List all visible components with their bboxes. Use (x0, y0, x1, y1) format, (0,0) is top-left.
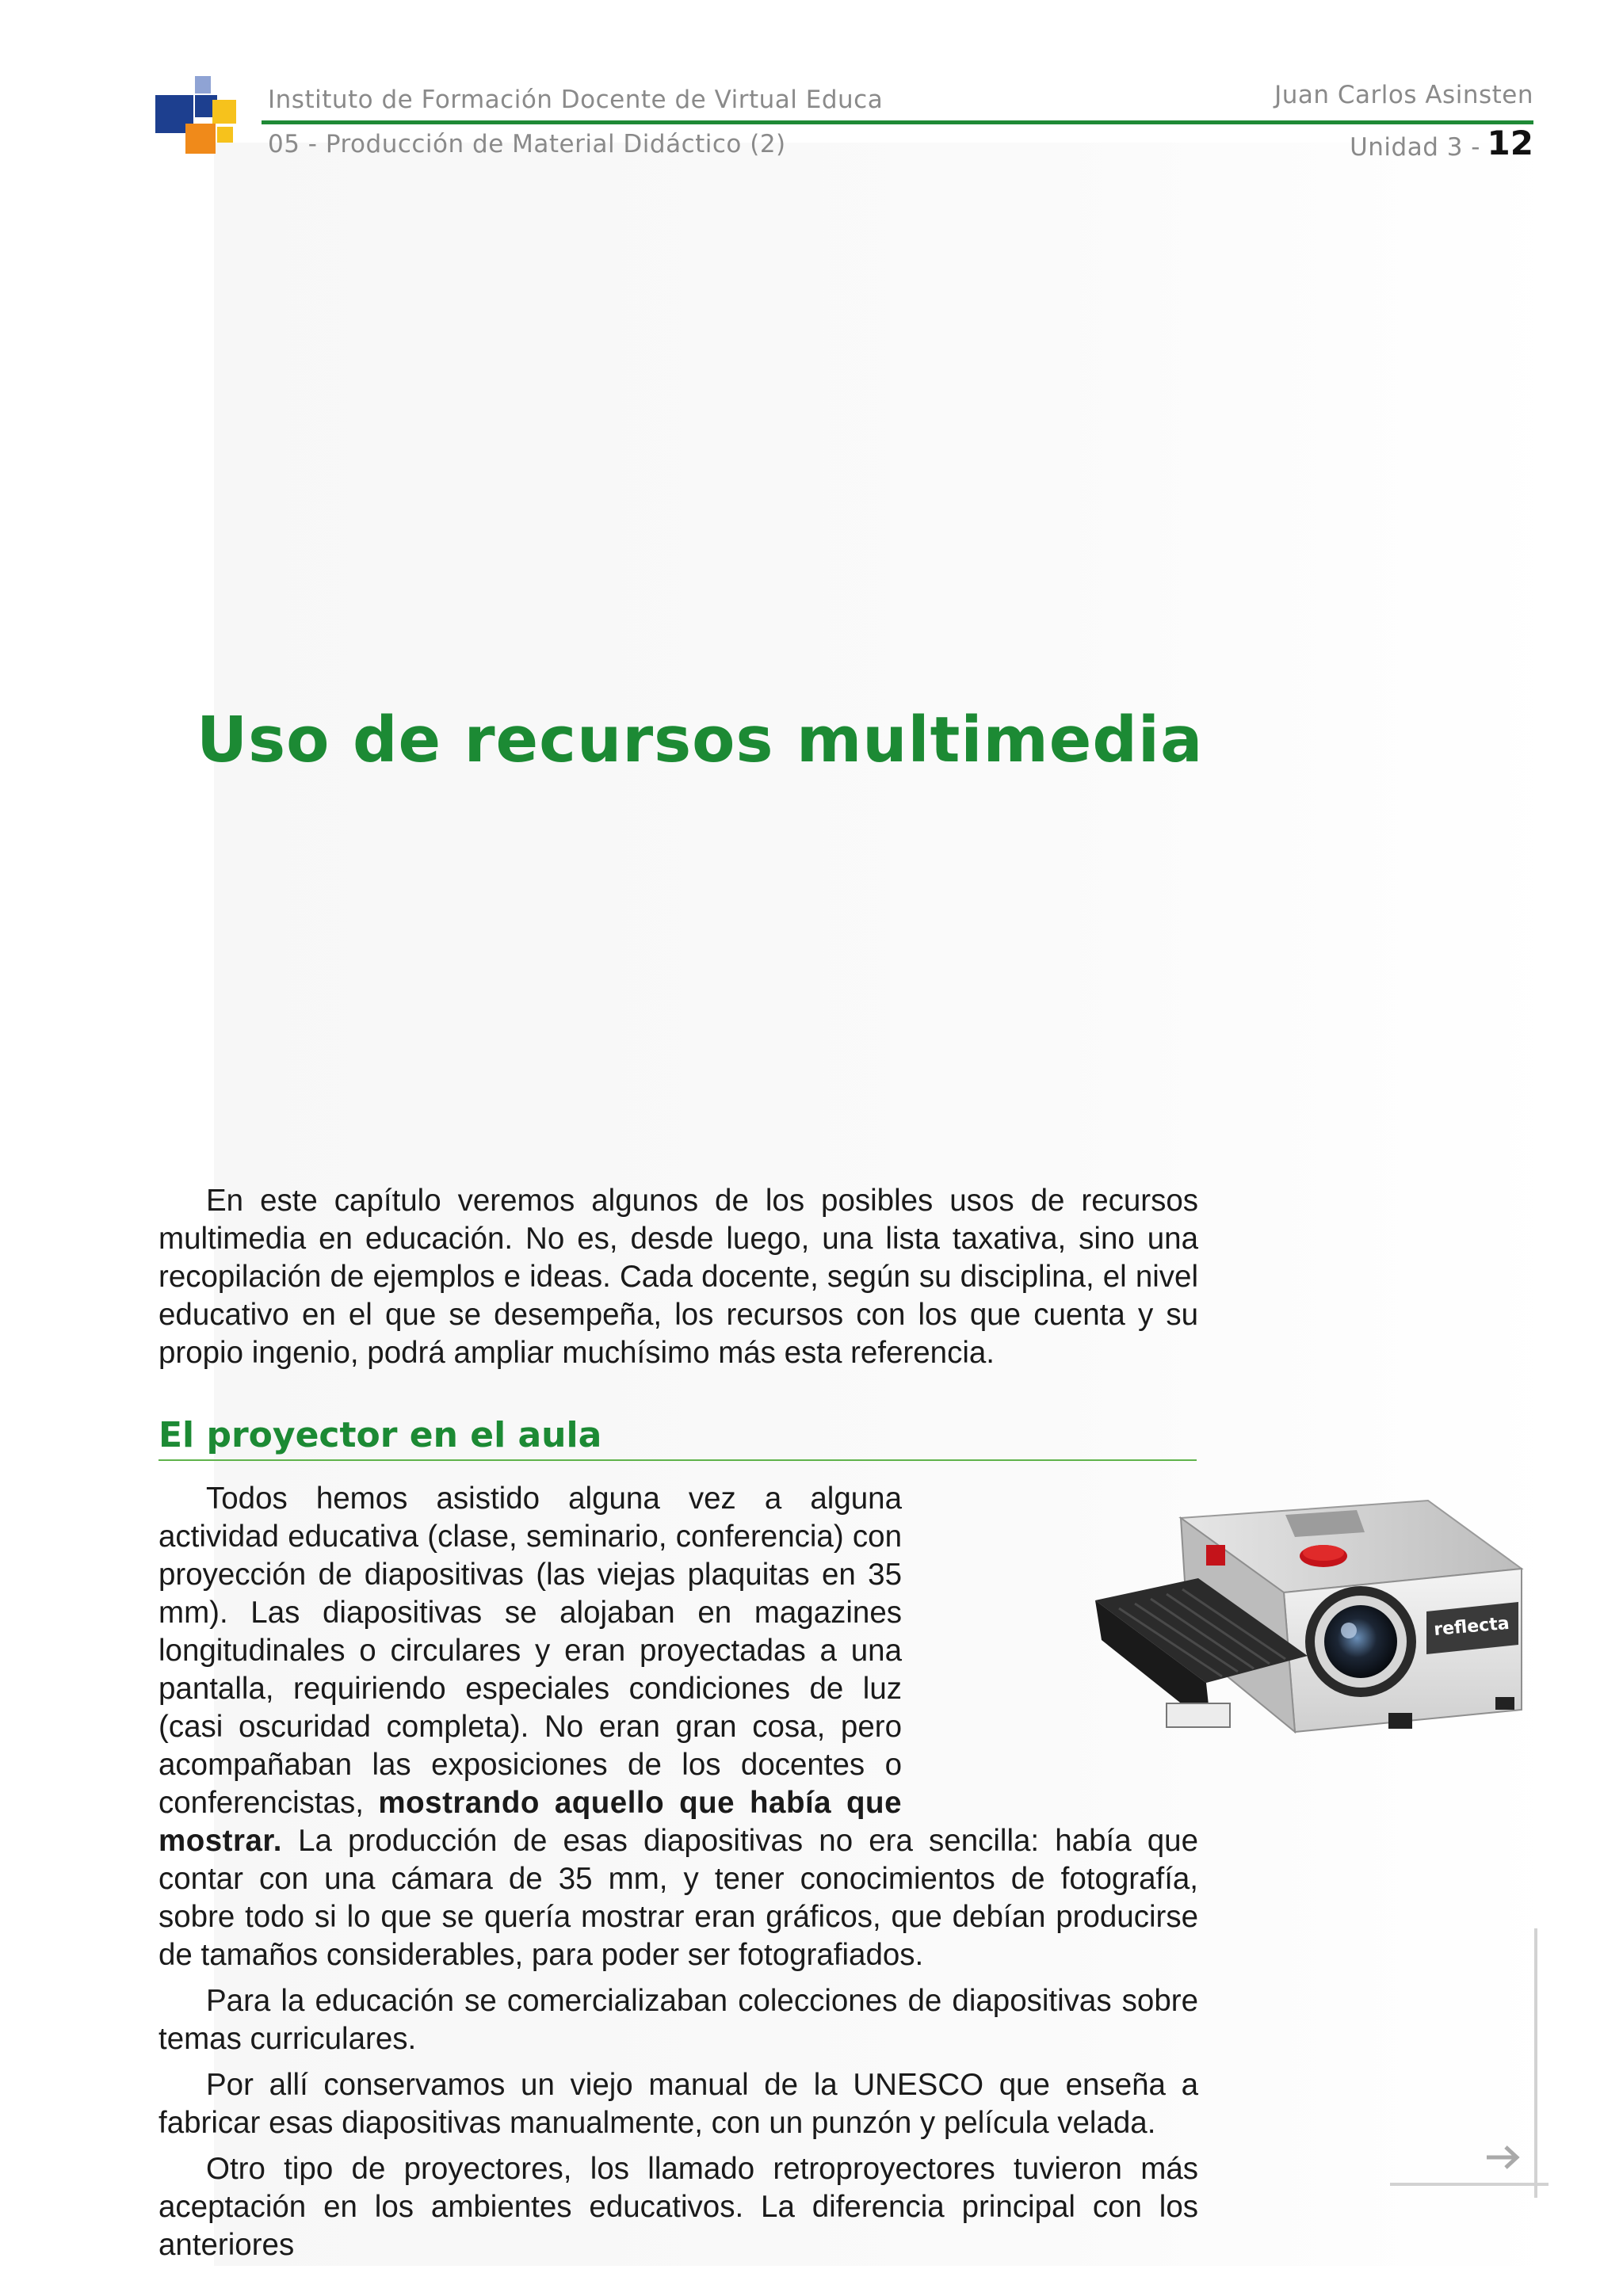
slide-projector-image (1087, 1489, 1531, 1775)
paragraph-1-end: La producción de esas diapositivas no era sencilla: había que contar con una cámara de 35 mm, y tener conocimientos de fotografía, sobre todo si lo que se quería mostrar eran gráficos, que debían producirse de tamaños considerables, para poder ser fotografiados. (158, 1824, 1198, 1972)
corner-horizontal-line (1390, 2183, 1549, 2186)
section-heading: El proyector en el aula (158, 1415, 602, 1455)
paragraph-3: Por allí conservamos un viejo manual de la UNESCO que enseña a fabricar esas diapositivas manualmente, con un punzón y película velada. (158, 2068, 1198, 2140)
page-number: 12 (1487, 124, 1533, 162)
institution-name: Instituto de Formación Docente de Virtual Educa (268, 86, 884, 114)
unit-label: Unidad 3 - (1350, 133, 1480, 162)
corner-vertical-line (1534, 1928, 1537, 2198)
paragraph-1-start: Todos hemos asistido alguna vez a alguna actividad educativa (clase, seminario, conferencia) con proyección de diapositivas (las viejas plaquitas en 35 mm). Las diapositivas se alojaban en magazines longitudinales o circulares y eran proyectadas a una pantalla, requiriendo especiales condiciones de luz (casi oscuridad completa). No eran gran cosa, pero acompañaban las exposiciones de los docentes o conferencistas, (158, 1482, 902, 1820)
author-name: Juan Carlos Asinsten (1274, 81, 1533, 109)
section-body (158, 1480, 1198, 2264)
page-title: Uso de recursos multimedia (197, 704, 1204, 776)
section-rule (158, 1459, 1197, 1461)
virtual-educa-logo (155, 76, 242, 158)
paragraph-4: Otro tipo de proyectores, los llamado retroproyectores tuvieron más aceptación en los ambientes educativos. La diferencia principal con los anteriores (158, 2152, 1198, 2262)
paragraph-2: Para la educación se comercializaban colecciones de diapositivas sobre temas curriculares. (158, 1984, 1198, 2056)
paragraph-1-bold: mostrando aquello que había que mostrar. (158, 1786, 902, 1858)
course-name: 05 - Producción de Material Didáctico (2) (268, 130, 786, 158)
arrow-right-icon[interactable] (1485, 2144, 1522, 2171)
brand-label: reflecta (1433, 1613, 1510, 1640)
intro-paragraph (158, 1182, 1198, 1372)
intro-text: En este capítulo veremos algunos de los posibles usos de recursos multimedia en educación. No es, desde luego, una lista taxativa, sino una recopilación de ejemplos e ideas. Cada docente, según su disciplina, el nivel educativo en el que se desempeña, los recursos con los que cuenta y su propio ingenio, podrá ampliar muchísimo más esta referencia. (158, 1184, 1198, 1370)
header-rule (262, 120, 1533, 124)
